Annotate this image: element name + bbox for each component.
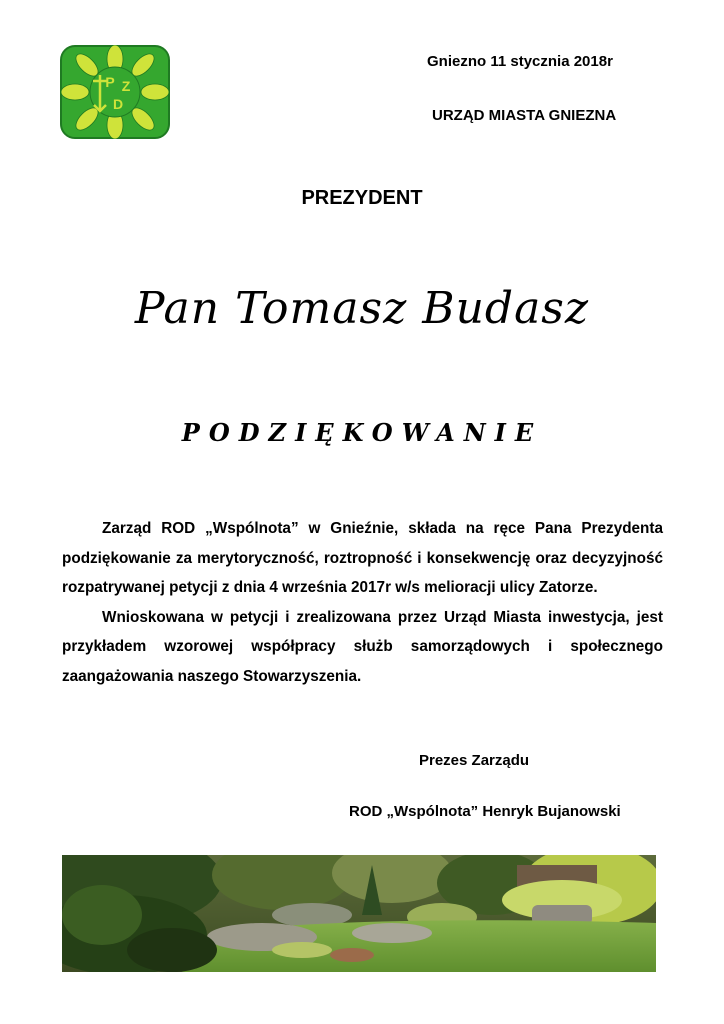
signature-role: Prezes Zarządu bbox=[419, 752, 530, 769]
recipient-name: Pan Tomasz Budasz bbox=[134, 283, 590, 334]
logo-letter: Z bbox=[121, 78, 131, 94]
addressee-office: URZĄD MIASTA GNIEZNA bbox=[432, 107, 617, 124]
signature-name: ROD „Wspólnota” Henryk Bujanowski bbox=[349, 803, 621, 820]
garden-photo bbox=[62, 855, 656, 972]
logo-letter: D bbox=[112, 96, 124, 112]
pzd-logo bbox=[60, 45, 170, 139]
place-date: Gniezno 11 stycznia 2018r bbox=[427, 53, 613, 70]
document-heading: PODZIĘKOWANIE bbox=[181, 418, 543, 447]
addressee-title: PREZYDENT bbox=[301, 187, 423, 209]
paragraph: Zarząd ROD „Wspólnota” w Gnieźnie, składa na ręce Pana Prezydenta podziękowanie za merytoryczność, roztropność i konsekwencję oraz decyzyjność rozpatrywanej petycji z dnia 4 września 2017r w/s melioracji ulicy Zatorze. bbox=[62, 520, 663, 596]
paragraph: Wnioskowana w petycji i zrealizowana przez Urząd Miasta inwestycja, jest przykładem wzorowej współpracy służb samorządowych i społecznego zaangażowania naszego Stowarzyszenia. bbox=[62, 608, 663, 685]
logo-letter: P bbox=[105, 74, 115, 90]
letter-body bbox=[62, 514, 663, 691]
